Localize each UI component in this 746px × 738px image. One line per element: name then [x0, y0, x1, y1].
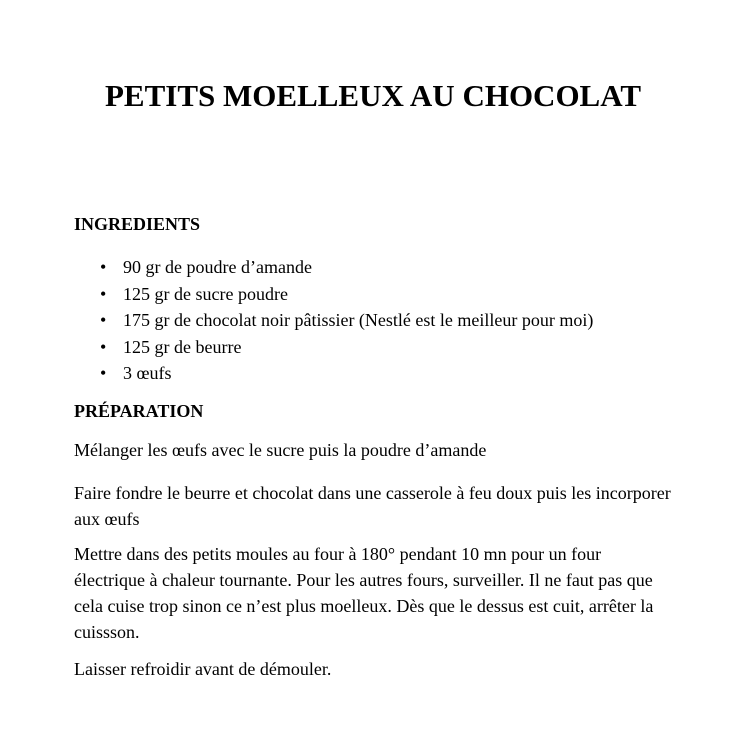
- list-item: [74, 360, 593, 387]
- page-title: PETITS MOELLEUX AU CHOCOLAT: [105, 78, 641, 113]
- ingredient-text: 175 gr de chocolat noir pâtissier (Nestlé est le meilleur pour moi): [123, 310, 594, 330]
- preparation-step: Mélanger les œufs avec le sucre puis la poudre d’amande: [74, 440, 487, 460]
- preparation-step: Faire fondre le beurre et chocolat dans une casserole à feu doux puis les incorporer aux œufs: [74, 483, 671, 529]
- bullet-icon: •: [100, 336, 107, 357]
- list-item: [74, 307, 593, 334]
- ingredient-text: 125 gr de sucre poudre: [123, 283, 288, 304]
- list-item: [74, 334, 593, 361]
- ingredient-text: 90 gr de poudre d’amande: [123, 257, 312, 277]
- bullet-icon: •: [100, 310, 107, 330]
- bullet-icon: •: [100, 257, 107, 277]
- ingredients-heading: INGREDIENTS: [74, 214, 201, 234]
- bullet-icon: •: [100, 283, 107, 304]
- preparation-step: Laisser refroidir avant de démouler.: [74, 659, 332, 679]
- preparation-heading: PRÉPARATION: [74, 401, 204, 421]
- ingredient-text: 125 gr de beurre: [123, 336, 242, 357]
- ingredient-text: 3 œufs: [123, 363, 172, 383]
- preparation-step: Mettre dans des petits moules au four à 180° pendant 10 mn pour un four électrique à chaleur tournante. Pour les autres fours, surveiller. Il ne faut pas que cela cuise trop sinon ce n’est plus moelleux. Dès que le dessus est cuit, arrêter la cuissson.: [74, 544, 654, 642]
- list-item: [74, 254, 593, 281]
- bullet-icon: •: [100, 363, 107, 383]
- list-item: [74, 281, 593, 308]
- ingredients-list: [74, 254, 593, 387]
